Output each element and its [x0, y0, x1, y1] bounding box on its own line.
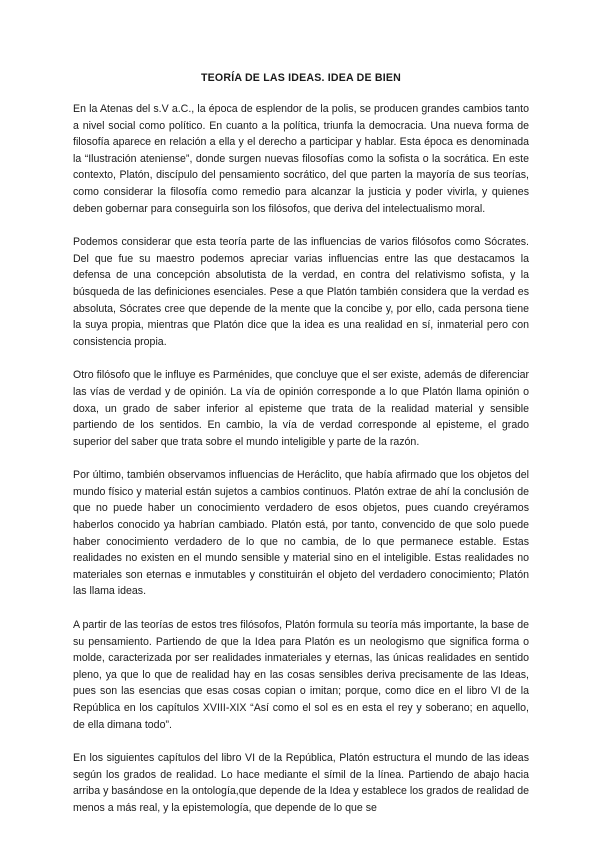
paragraph-socrates: Podemos considerar que esta teoría parte de las influencias de varios filósofos como Sócrates. Del que fue su maestro podemos apreciar varias influencias entre las que destacamos la defensa de una concepción absolutista de la verdad, en contra del relativismo sofista, y la búsqueda de las definiciones esenciales. Pese a que Platón también considera que la verdad es absoluta, Sócrates cree que depende de la mente que la concibe y, por ello, cada persona tiene la suya propia, mientras que Platón dice que la idea es una realidad en sí, inmaterial pero con consistencia propia.: [73, 236, 529, 348]
page-title: TEORÍA DE LAS IDEAS. IDEA DE BIEN: [200, 72, 402, 84]
paragraph-intro: En la Atenas del s.V a.C., la época de esplendor de la polis, se producen grandes cambios tanto a nivel social como político. En cuanto a la política, triunfa la democracia. Una nueva forma de filosofía aparece en relación a ella y el derecho a participar y hablar. Esta época es denominada la “Ilustración ateniense”, donde surgen nuevas filosofías como la sofista o la socrática. En este contexto, Platón, discípulo del pensamiento socrático, del que parten la mayoría de sus teorías, como considerar la filosofía como remedio para alcanzar la justicia y poder vivirla, y quienes deben gobernar para conseguirla son los filósofos, que deriva del intelectualismo moral.: [73, 103, 529, 215]
paragraph-parmenides: Otro filósofo que le influye es Parménides, que concluye que el ser existe, además de diferenciar las vías de verdad y de opinión. La vía de opinión corresponde a lo que Platón llama opinión o doxa, un grado de saber inferior al episteme que trata de la realidad material y sensible partiendo de los sentidos. En cambio, la vía de verdad corresponde al episteme, el grado superior del saber que trata sobre el mundo inteligible y parte de la razón.: [73, 369, 529, 448]
paragraph-heraclito: Por último, también observamos influencias de Heráclito, que había afirmado que los objetos del mundo físico y material están sujetos a cambios continuos. Platón extrae de ahí la conclusión de que no puede haber un conocimiento verdadero de esos objetos, pues cuando creyéramos haberlos conocido ya habrían cambiado. Platón está, por tanto, convencido de que solo puede haber conocimiento verdadero de lo que no cambia, de lo que permanece estable. Estas realidades no existen en el mundo sensible y material sino en el inteligible. Estas realidades no materiales son eternas e inmutables y constituirán el objeto del verdadero conocimiento; Platón las llama ideas.: [73, 469, 529, 598]
paragraph-teoria-ideas: A partir de las teorías de estos tres filósofos, Platón formula su teoría más importante, la base de su pensamiento. Partiendo de que la Idea para Platón es un neologismo que significa forma o molde, caracterizada por ser realidades inmateriales y eternas, las únicas realidades en sentido pleno, ya que lo que de realidad hay en las cosas sensibles deriva precisamente de las Ideas, pues son las esencias que esas cosas copian o imitan; porque, como dice en el libro VI de la República en los capítulos XVIII-XIX “Así como el sol es en esta el rey y soberano; en aquello, de ella dimana todo”.: [73, 619, 529, 731]
paragraph-republica: En los siguientes capítulos del libro VI de la República, Platón estructura el mundo de las ideas según los grados de realidad. Lo hace mediante el símil de la línea. Partiendo de abajo hacia arriba y basándose en la ontología,que depende de la Idea y establece los grados de realidad de menos a más real, y la epistemología, que depende de lo que se: [73, 752, 529, 814]
